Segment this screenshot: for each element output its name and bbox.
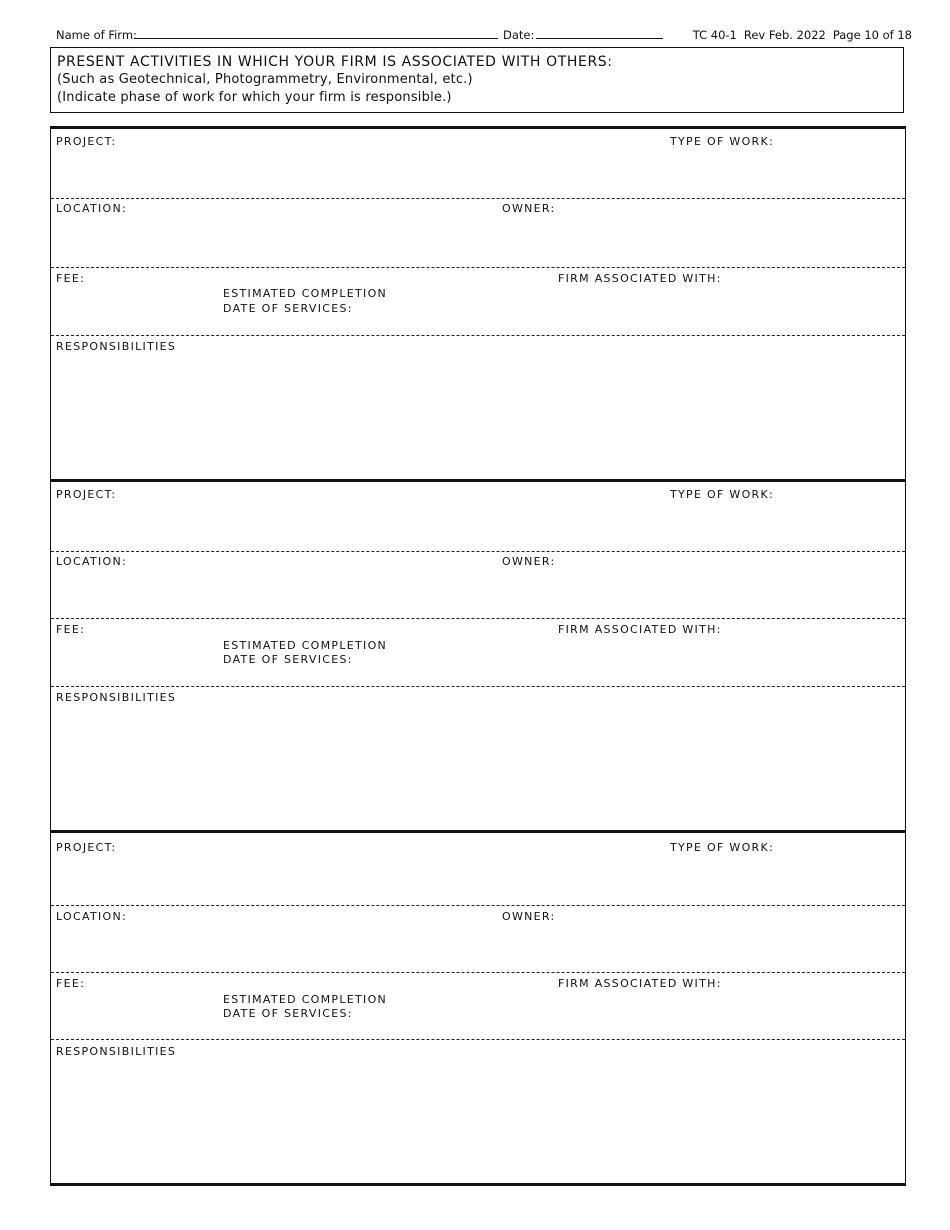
owner-label: OWNER: [502, 910, 556, 923]
firm-associated-label: FIRM ASSOCIATED WITH: [558, 272, 722, 285]
divider [51, 267, 905, 268]
responsibilities-label: RESPONSIBILITIES [56, 1045, 177, 1058]
form-info [686, 28, 912, 42]
type-of-work-label: TYPE OF WORK: [670, 135, 774, 148]
type-of-work-label: TYPE OF WORK: [670, 841, 774, 854]
fee-label: FEE: [56, 623, 86, 636]
date-of-services-label: DATE OF SERVICES: [223, 302, 353, 315]
owner-label: OWNER: [502, 555, 556, 568]
location-label: LOCATION: [56, 555, 128, 568]
firm-name-label: Name of Firm: [56, 28, 137, 42]
intro-title: PRESENT ACTIVITIES IN WHICH YOUR FIRM IS ASSOCIATED WITH OTHERS: [57, 54, 613, 70]
fee-label: FEE: [56, 272, 86, 285]
firm-name-field[interactable] [134, 38, 498, 39]
divider [51, 551, 905, 552]
location-label: LOCATION: [56, 202, 128, 215]
date-of-services-label: DATE OF SERVICES: [223, 653, 353, 666]
firm-associated-label: FIRM ASSOCIATED WITH: [558, 623, 722, 636]
divider [51, 198, 905, 199]
responsibilities-label: RESPONSIBILITIES [56, 340, 177, 353]
project-block-1 [50, 126, 906, 479]
intro-subtitle: (Such as Geotechnical, Photogrammetry, Environmental, etc.) [57, 72, 473, 87]
form-id: TC 40-1 [692, 28, 737, 42]
divider [51, 1039, 905, 1040]
fee-label: FEE: [56, 977, 86, 990]
intro-instruction: (Indicate phase of work for which your firm is responsible.) [57, 90, 452, 105]
date-label: Date: [503, 28, 535, 42]
form-revision: Rev Feb. 2022 [743, 28, 826, 42]
divider [51, 335, 905, 336]
est-completion-label: ESTIMATED COMPLETION [223, 287, 388, 300]
date-of-services-label: DATE OF SERVICES: [223, 1007, 353, 1020]
project-block-3 [50, 830, 906, 1186]
divider [51, 618, 905, 619]
est-completion-label: ESTIMATED COMPLETION [223, 639, 388, 652]
location-label: LOCATION: [56, 910, 128, 923]
project-block-2 [50, 479, 906, 832]
owner-label: OWNER: [502, 202, 556, 215]
firm-associated-label: FIRM ASSOCIATED WITH: [558, 977, 722, 990]
est-completion-label: ESTIMATED COMPLETION [223, 993, 388, 1006]
divider [51, 905, 905, 906]
divider [51, 972, 905, 973]
page-number: Page 10 of 18 [832, 28, 912, 42]
intro-box [50, 47, 904, 113]
date-field[interactable] [536, 38, 663, 39]
project-label: PROJECT: [56, 841, 117, 854]
project-label: PROJECT: [56, 135, 117, 148]
divider [51, 686, 905, 687]
type-of-work-label: TYPE OF WORK: [670, 488, 774, 501]
project-label: PROJECT: [56, 488, 117, 501]
responsibilities-label: RESPONSIBILITIES [56, 691, 177, 704]
